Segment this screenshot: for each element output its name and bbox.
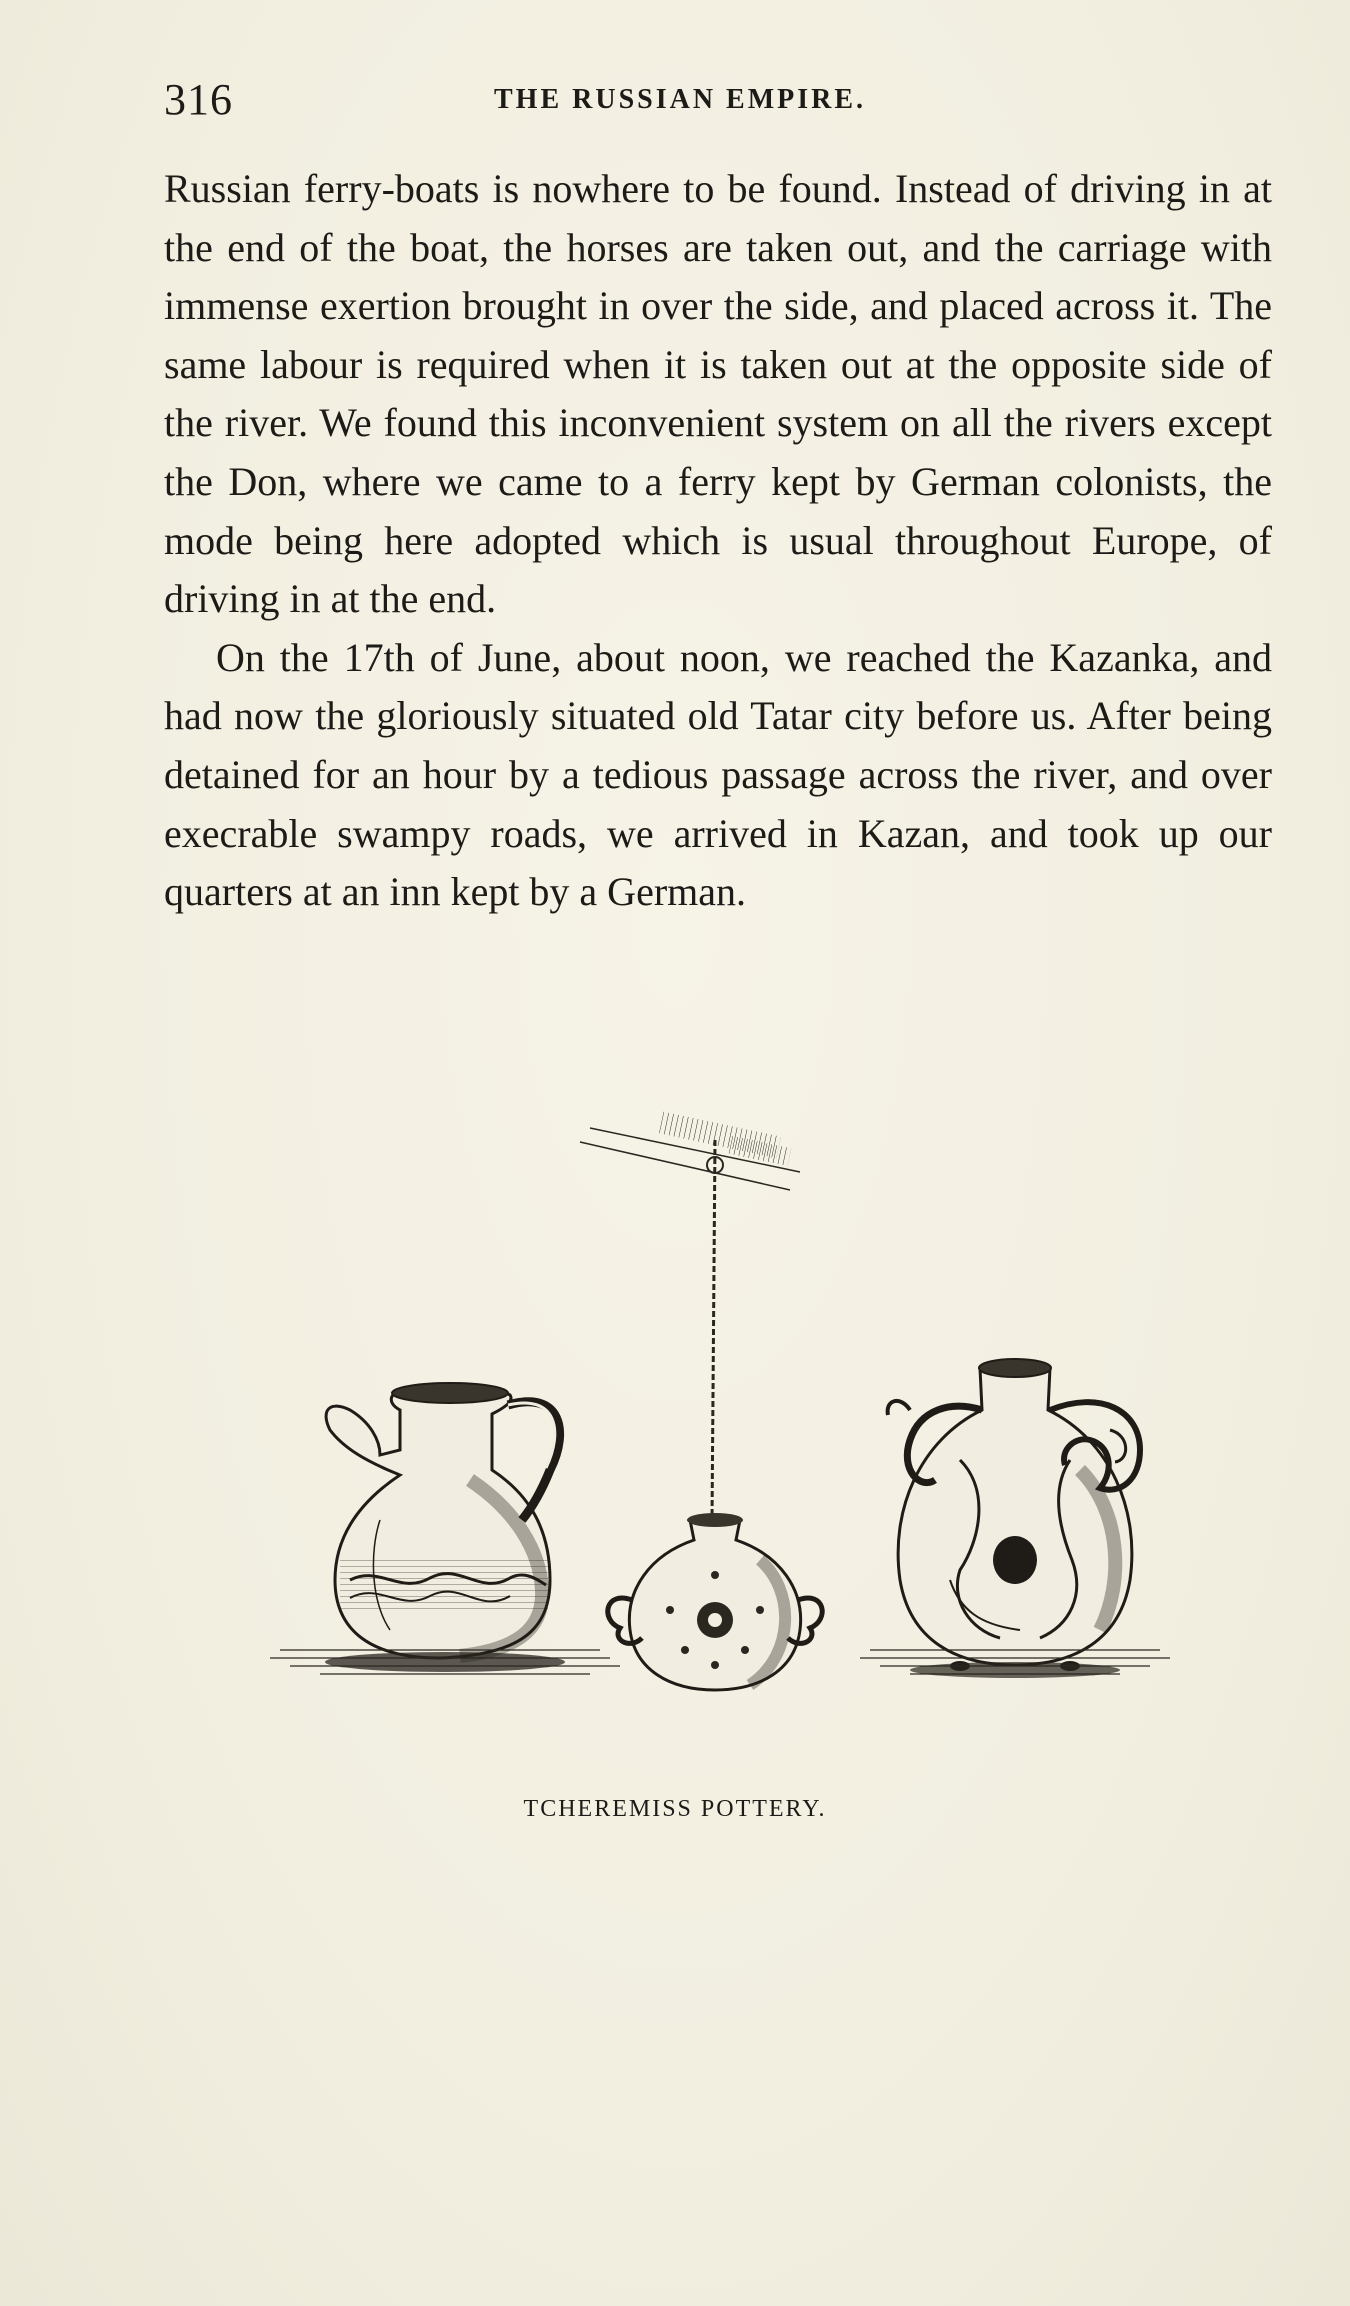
- running-title: THE RUSSIAN EMPIRE.: [494, 84, 867, 115]
- pottery-illustration: [260, 1110, 1190, 1730]
- figure-caption: TCHEREMISS POTTERY.: [523, 1796, 827, 1822]
- running-head: [164, 74, 1272, 130]
- hanging-pot: [608, 1513, 822, 1690]
- body-text: [164, 160, 1272, 922]
- paragraph-ferry-boats: Russian ferry-boats is nowhere to be found. Instead of driving in at the end of the boat, the horses are taken out, and the carriage with immense exertion brought in over the side, and placed across it. The same labour is required when it is taken out at the opposite side of the river. We found this inconvenient system on all the rivers except the Don, where we came to a ferry kept by German colonists, the mode being here adopted which is usual throughout Europe, of driving in at the end.: [164, 166, 1272, 622]
- hanging-rack: [580, 1112, 800, 1520]
- left-pitcher: [270, 1383, 620, 1674]
- paragraph-kazan-arrival: On the 17th of June, about noon, we reached the Kazanka, and had now the gloriously situated old Tatar city before us. After being detained for an hour by a tedious passage across the river, and over execrable swampy roads, we arrived in Kazan, and took up our quarters at an inn kept by a German.: [164, 634, 1272, 915]
- page-number: 316: [164, 75, 233, 124]
- right-flask: [860, 1359, 1170, 1678]
- pottery-engraving: [260, 1110, 1190, 1730]
